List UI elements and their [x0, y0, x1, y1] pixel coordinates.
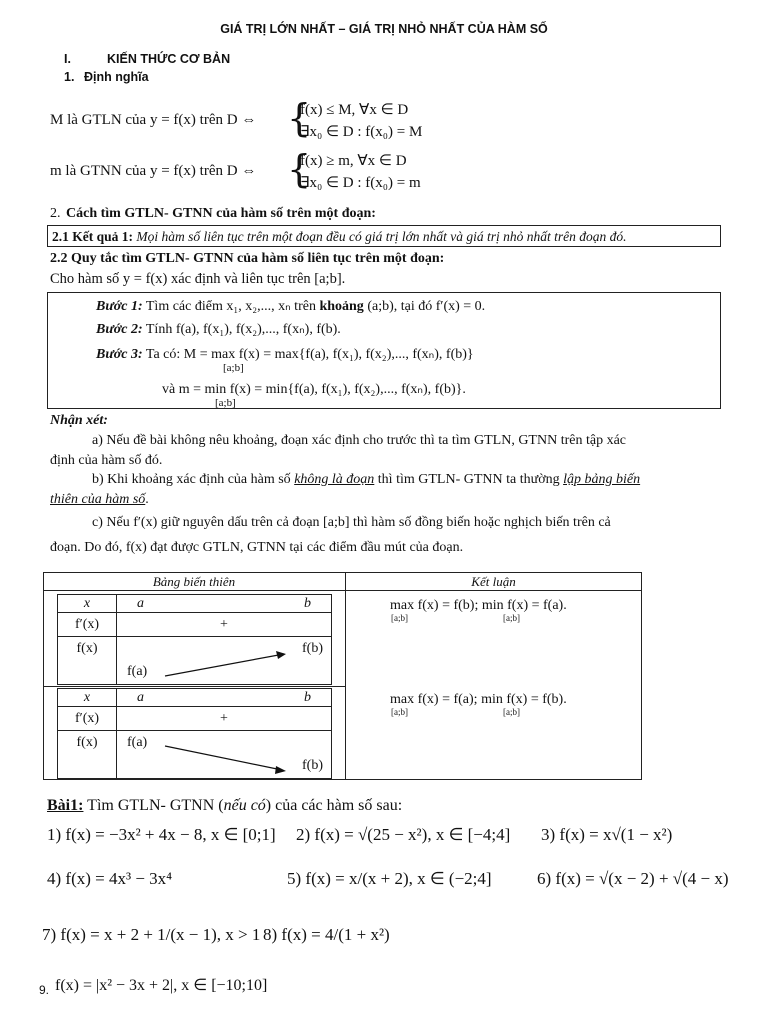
t2-f-label: f(x)	[58, 731, 117, 779]
t1-plus: +	[117, 613, 332, 637]
conclusion-2: max f(x) = f(a); min f(x) = f(b).	[390, 692, 567, 707]
section-number: I.	[64, 52, 71, 66]
t1-fprime-label: f′(x)	[58, 613, 117, 637]
exercise-item-7: 7) f(x) = x + 2 + 1/(x − 1), x > 1	[42, 925, 261, 944]
exercise-prompt-italic: nếu có	[223, 797, 266, 814]
exercise-item-2: 2) f(x) = √(25 − x²), x ∈ [−4;4]	[296, 825, 511, 844]
def-min-line2: ∃x₀ ∈ D : f(x₀) = m	[300, 175, 421, 191]
t2-a: a	[137, 690, 144, 705]
conclusion-2-sub-min: [a;b]	[503, 707, 520, 717]
t2-fa: f(a)	[127, 735, 148, 750]
brace-max: {	[287, 96, 312, 140]
exercise-item-9: f(x) = |x² − 3x + 2|, x ∈ [−10;10]	[55, 977, 268, 994]
section2-number: 2.	[50, 206, 61, 221]
def-min-lhs: m là GTNN của y = f(x) trên D ⇔	[50, 163, 257, 179]
t1-f-label: f(x)	[58, 637, 117, 685]
t2-x-label: x	[58, 689, 117, 707]
def-min-line1: f(x) ≥ m, ∀x ∈ D	[300, 153, 407, 169]
def-max-line2: ∃x₀ ∈ D : f(x₀) = M	[300, 124, 423, 140]
def-max-line1: f(x) ≤ M, ∀x ∈ D	[300, 102, 409, 118]
t2-plus: +	[117, 707, 332, 731]
remark-a-line2: định của hàm số đó.	[50, 453, 163, 468]
step1-text-b: (a;b), tại đó f′(x) = 0.	[367, 299, 486, 314]
remarks-heading: Nhận xét:	[50, 413, 108, 428]
t2-fprime-label: f′(x)	[58, 707, 117, 731]
t1-b: b	[304, 596, 311, 611]
remark-b-text-a: b) Khi khoảng xác định của hàm số	[92, 472, 291, 487]
section2-heading: Cách tìm GTLN- GTNN của hàm số trên một đoạn:	[66, 206, 376, 221]
def-max-lhs: M là GTLN của y = f(x) trên D ⇔	[50, 112, 257, 128]
step2-text: Tính f(a), f(x₁), f(x₂),..., f(xₙ), f(b).	[145, 322, 341, 337]
step1-bold: khoảng	[319, 299, 364, 314]
exercise-prompt-b: ) của các hàm số sau:	[265, 797, 403, 814]
t1-fa: f(a)	[127, 664, 148, 679]
table-header-right: Kết luận	[471, 574, 516, 589]
exercise-item-5: 5) f(x) = x/(x + 2), x ∈ (−2;4]	[287, 869, 492, 888]
conclusion-1-sub-min: [a;b]	[503, 613, 520, 623]
exercise-item-4: 4) f(x) = 4x³ − 3x⁴	[47, 869, 173, 888]
exercise-item-9-number: 9.	[39, 983, 50, 997]
remark-b-end: .	[145, 492, 149, 507]
remark-b-underline3: thiên của hàm số	[50, 492, 146, 507]
remark-c-line2: đoạn. Do đó, f(x) đạt được GTLN, GTNN tại các điểm đầu mút của đoạn.	[50, 540, 464, 555]
rule22-heading: 2.2 Quy tắc tìm GTLN- GTNN của hàm số liên tục trên một đoạn:	[50, 251, 445, 266]
step3-sub: [a;b]	[223, 362, 244, 374]
exercise-label: Bài1:	[47, 797, 84, 814]
exercise-prompt-a: Tìm GTLN- GTNN (	[87, 797, 224, 814]
t1-fb: f(b)	[302, 641, 323, 656]
section-heading: KIẾN THỨC CƠ BẢN	[107, 52, 231, 66]
t2-fb: f(b)	[302, 758, 323, 773]
t1-x-label: x	[58, 595, 117, 613]
remark-c-line1: c) Nếu f′(x) giữ nguyên dấu trên cả đoạn [a;b] thì hàm số đồng biến hoặc nghịch biến trên cả	[92, 515, 611, 530]
result21-text: Mọi hàm số liên tục trên một đoạn đều có giá trị lớn nhất và giá trị nhỏ nhất trên đoạn đó.	[136, 229, 627, 244]
exercise-item-1: 1) f(x) = −3x² + 4x − 8, x ∈ [0;1]	[47, 825, 276, 844]
result21-label: 2.1 Kết quả 1:	[52, 229, 133, 244]
t1-a: a	[137, 596, 144, 611]
conclusion-1-sub-max: [a;b]	[391, 613, 408, 623]
step3-label: Bước 3:	[96, 347, 143, 362]
page-title: GIÁ TRỊ LỚN NHẤT – GIÁ TRỊ NHỎ NHẤT CỦA HÀM SỐ	[220, 22, 548, 36]
remark-a-line1: a) Nếu đề bài không nêu khoảng, đoạn xác định cho trước thì ta tìm GTLN, GTNN trên tập xác	[92, 433, 627, 448]
step3b-text: và m = min f(x) = min{f(a), f(x₁), f(x₂),..., f(xₙ), f(b)}.	[162, 382, 466, 397]
step1-label: Bước 1:	[96, 299, 143, 314]
step3-text: Ta có: M = max f(x) = max{f(a), f(x₁), f(x₂),..., f(xₙ), f(b)}	[145, 347, 474, 362]
subsection-heading: Định nghĩa	[84, 70, 149, 84]
step2-label: Bước 2:	[96, 322, 143, 337]
remark-b-text-b: thì tìm GTLN- GTNN ta thường	[377, 472, 560, 487]
exercise-item-6: 6) f(x) = √(x − 2) + √(4 − x)	[537, 869, 729, 888]
exercise-prompt	[47, 797, 402, 815]
rule22-intro: Cho hàm số y = f(x) xác định và liên tục trên [a;b].	[50, 271, 346, 287]
step1-text-a: Tìm các điểm x₁, x₂,..., xₙ trên	[145, 299, 316, 314]
exercise-item-8: 8) f(x) = 4/(1 + x²)	[263, 925, 390, 944]
t2-b: b	[304, 690, 311, 705]
table-header-left: Bảng biến thiên	[152, 574, 236, 589]
conclusion-1: max f(x) = f(b); min f(x) = f(a).	[390, 598, 567, 613]
remark-b-underline1: không là đoạn	[294, 472, 375, 487]
brace-min: {	[287, 147, 312, 191]
subsection-number: 1.	[64, 70, 75, 84]
conclusion-2-sub-max: [a;b]	[391, 707, 408, 717]
step3b-sub: [a;b]	[215, 397, 236, 409]
remark-b-underline2: lập bảng biến	[563, 472, 641, 487]
exercise-item-3: 3) f(x) = x√(1 − x²)	[541, 825, 673, 844]
